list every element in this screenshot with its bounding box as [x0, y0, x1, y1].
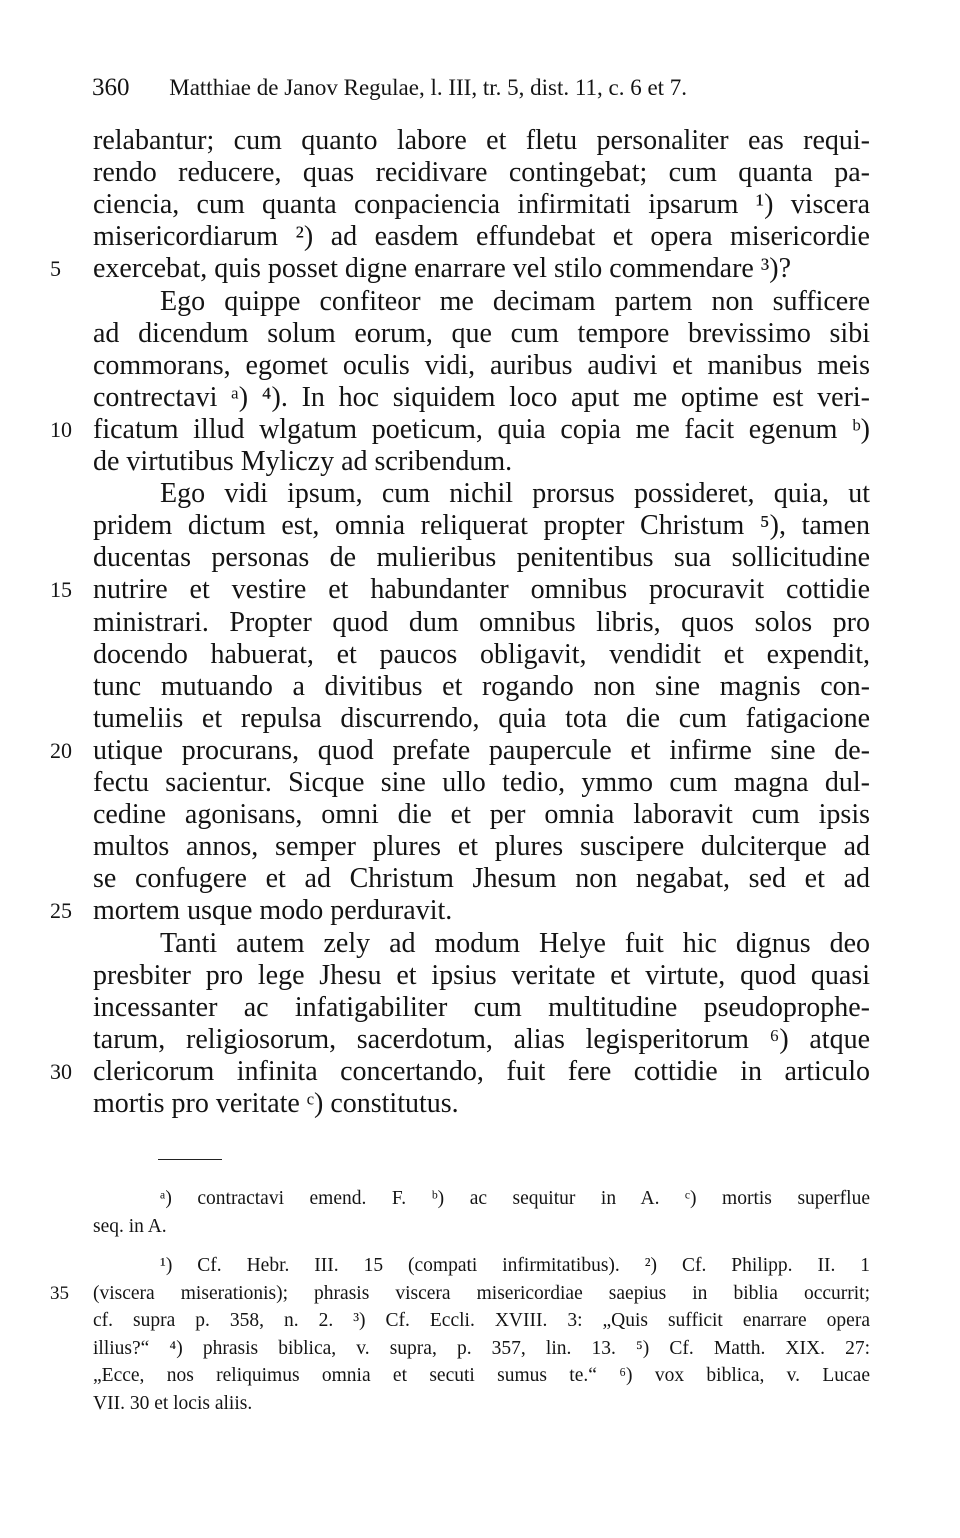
- text-line: Ego vidi ipsum, cum nichil prorsus possideret, quia, ut: [160, 478, 870, 510]
- text-line: ducentas personas de mulieribus penitentibus sua sollicitudine: [93, 542, 870, 574]
- line-number: 15: [50, 577, 72, 603]
- text-line: commorans, egomet oculis vidi, auribus audivi et manibus meis: [93, 349, 870, 381]
- text-line: fectu sacientur. Sicque sine ullo tedio, ymmo cum magna dul-: [93, 767, 870, 798]
- text-line: pridem dictum est, omnia reliquerat propter Christum ⁵), tamen: [93, 510, 870, 542]
- text-line: ficatum illud wlgatum poeticum, quia copia me facit egenum ᵇ): [93, 413, 870, 445]
- text-line: mortem usque modo perduravit.: [93, 895, 453, 927]
- text-line: exercebat, quis posset digne enarrare vel stilo commendare ³)?: [93, 253, 791, 285]
- text-line: misericordiarum ²) ad easdem effundebat et opera misericordie: [93, 221, 870, 253]
- footnote-line: cf. supra p. 358, n. 2. ³) Cf. Eccli. XVIII. 3: „Quis sufficit enarrare opera: [93, 1310, 870, 1331]
- text-line: se confugere et ad Christum Jhesum non negabat, sed et ad: [93, 863, 870, 895]
- running-title: Matthiae de Janov Regulae, l. III, tr. 5, dist. 11, c. 6 et 7.: [169, 75, 688, 100]
- line-number: 30: [50, 1058, 72, 1084]
- footnote-line: ᵃ) contractavi emend. F. ᵇ) ac sequitur in A. ᶜ) mortis superflue: [160, 1188, 870, 1209]
- text-line: contrectavi ᵃ) ⁴). In hoc siquidem loco aput me optime est veri-: [93, 381, 870, 413]
- page-number: 360: [92, 74, 130, 101]
- text-line: Ego quippe confiteor me decimam partem non sufficere: [160, 285, 870, 317]
- text-line: tumeliis et repulsa discurrendo, quia tota die cum fatigacione: [93, 702, 870, 734]
- text-line: utique procurans, quod prefate paupercule et infirme sine de-: [93, 734, 870, 766]
- text-line: ad dicendum solum eorum, que cum tempore brevissimo sibi: [93, 317, 870, 349]
- footnote-line: illius?“ ⁴) phrasis biblica, v. supra, p. 357, lin. 13. ⁵) Cf. Matth. XIX. 27:: [93, 1337, 870, 1359]
- line-number: 10: [50, 416, 72, 442]
- line-number: 5: [50, 256, 61, 282]
- text-line: ministrari. Propter quod dum omnibus libris, quos solos pro: [93, 606, 870, 638]
- text-line: relabantur; cum quanto labore et fletu personaliter eas requi-: [93, 125, 870, 156]
- text-line: nutrire et vestire et habundanter omnibus procuravit cottidie: [93, 574, 870, 606]
- footnote-line: (viscera miserationis); phrasis viscera misericordiae saepius in biblia occurrit;: [93, 1282, 870, 1304]
- footnote-line: „Ecce, nos reliquimus omnia et secuti sumus te.“ ⁶) vox biblica, v. Lucae: [93, 1365, 870, 1386]
- text-line: Tanti autem zely ad modum Helye fuit hic dignus deo: [160, 927, 870, 959]
- text-line: mortis pro veritate ᶜ) constitutus.: [93, 1088, 459, 1119]
- line-number: 25: [50, 898, 72, 924]
- footnote-line: VII. 30 et locis aliis.: [93, 1392, 253, 1414]
- line-number: 35: [50, 1282, 69, 1304]
- text-line: de virtutibus Myliczy ad scribendum.: [93, 446, 513, 477]
- text-line: rendo reducere, quas recidivare contingebat; cum quanta pa-: [93, 157, 870, 189]
- footnote-separator: [158, 1159, 222, 1160]
- text-line: tarum, religiosorum, sacerdotum, alias legisperitorum ⁶) atque: [93, 1023, 870, 1055]
- running-header: [92, 74, 882, 108]
- text-line: clericorum infinita concertando, fuit fere cottidie in articulo: [93, 1055, 870, 1087]
- text-line: incessanter ac infatigabiliter cum multitudine pseudoprophe-: [93, 991, 870, 1023]
- text-line: cedine agonisans, omni die et per omnia laboravit cum ipsis: [93, 799, 870, 831]
- text-line: multos annos, semper plures et plures suscipere dulciterque ad: [93, 831, 870, 863]
- text-line: presbiter pro lege Jhesu et ipsius veritate et virtute, quod quasi: [93, 959, 870, 991]
- text-line: docendo habuerat, et paucos obligavit, vendidit et expendit,: [93, 638, 870, 670]
- line-number: 20: [50, 737, 72, 763]
- footnote-line: seq. in A.: [93, 1215, 167, 1237]
- text-line: tunc mutuando a divitibus et rogando non sine magnis con-: [93, 670, 870, 702]
- footnote-line: ¹) Cf. Hebr. III. 15 (compati infirmitatibus). ²) Cf. Philipp. II. 1: [160, 1255, 870, 1276]
- text-line: ciencia, cum quanta conpaciencia infirmitati ipsarum ¹) viscera: [93, 189, 870, 221]
